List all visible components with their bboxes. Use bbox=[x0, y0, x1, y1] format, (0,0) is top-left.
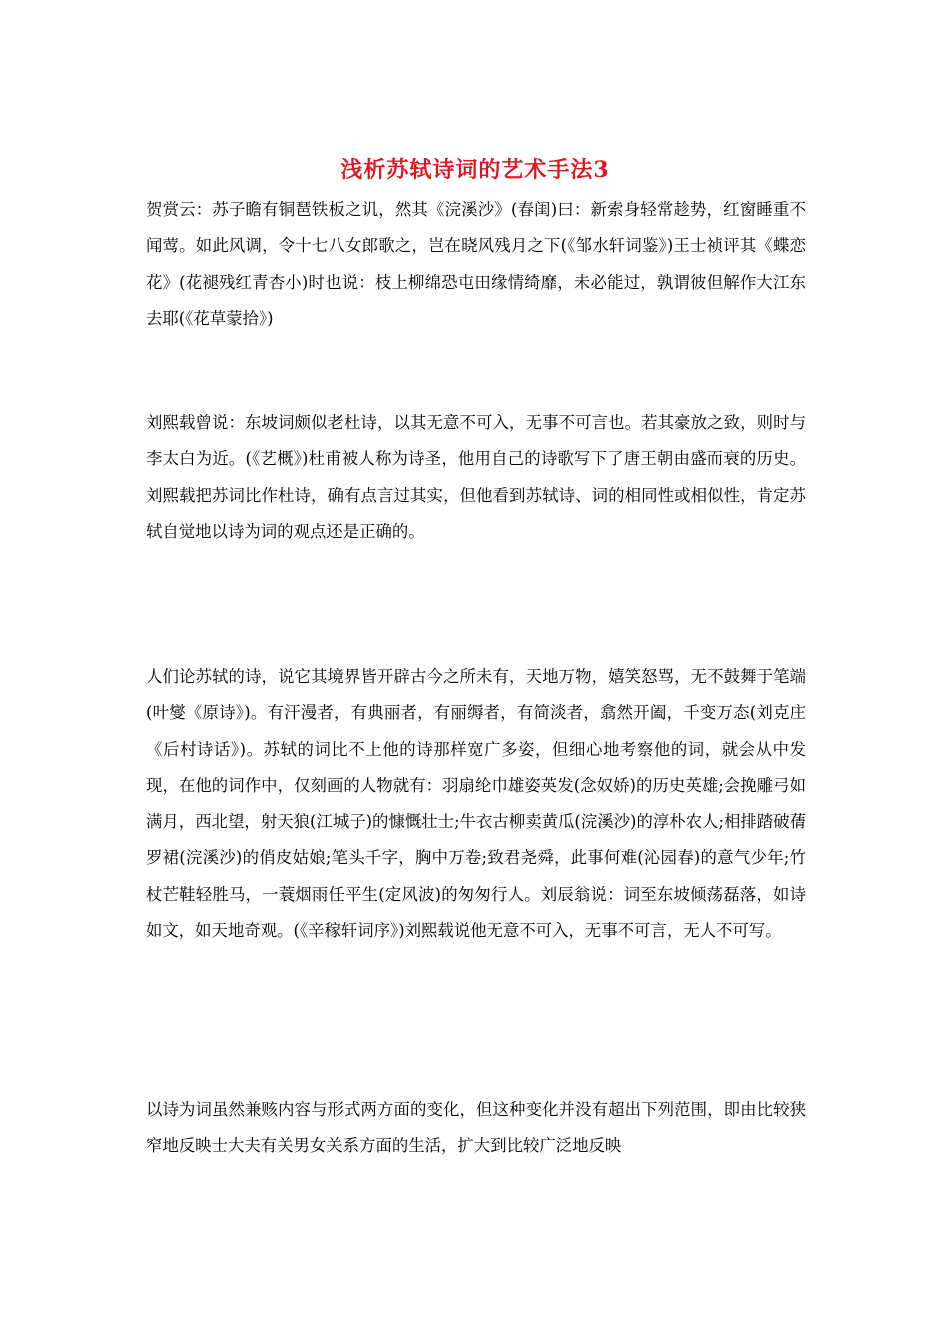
paragraph-4: 以诗为词虽然兼赅内容与形式两方面的变化，但这种变化并没有超出下列范围，即由比较狭窄地反映士大夫有关男女关系方面的生活，扩大到比较广泛地反映 bbox=[146, 1100, 806, 1156]
document-title: 浅析苏轼诗词的艺术手法3 bbox=[340, 157, 610, 183]
paragraph-1: 贺赏云：苏子瞻有铜琶铁板之讥，然其《浣溪沙》(春闺)曰：新索身轻常趁势，红窗睡重不闻莺。如此风调，令十七八女郎歌之，岂在晓风残月之下(《邹水轩词鉴》)王士祯评其《蝶恋花》(花褪残红青杏小)时也说：枝上柳绵恐屯田缘情绮靡，未必能过，孰谓彼但解作大江东去耶(《花草蒙拾》) bbox=[146, 200, 806, 328]
paragraph-3: 人们论苏轼的诗，说它其境界皆开辟古今之所未有，天地万物，嬉笑怒骂，无不鼓舞于笔端(叶燮《原诗》)。有汗漫者，有典丽者，有丽缛者，有简淡者，翕然开阖，千变万态(刘克庄《后村诗话》)。苏轼的词比不上他的诗那样宽广多姿，但细心地考察他的词，就会从中发现，在他的词作中，仅刻画的人物就有：羽扇纶巾雄姿英发(念奴娇)的历史英雄;会挽雕弓如满月，西北望，射天狼(江城子)的慷慨壮士;牛衣古柳卖黄瓜(浣溪沙)的淳朴农人;相排踏破蒨罗裙(浣溪沙)的俏皮姑娘;笔头千字，胸中万卷;致君尧舜，此事何难(沁园春)的意气少年;竹杖芒鞋轻胜马，一蓑烟雨任平生(定风波)的匆匆行人。刘辰翁说：词至东坡倾荡磊落，如诗如文，如天地奇观。(《辛稼轩词序》)刘熙载说他无意不可入，无事不可言，无人不可写。 bbox=[146, 667, 806, 941]
paragraph-2: 刘熙载曾说：东坡词颇似老杜诗，以其无意不可入，无事不可言也。若其豪放之致，则时与李太白为近。(《艺概》)杜甫被人称为诗圣，他用自己的诗歌写下了唐王朝由盛而衰的历史。刘熙载把苏词比作杜诗，确有点言过其实，但他看到苏轼诗、词的相同性或相似性，肯定苏轼自觉地以诗为词的观点还是正确的。 bbox=[146, 413, 806, 541]
